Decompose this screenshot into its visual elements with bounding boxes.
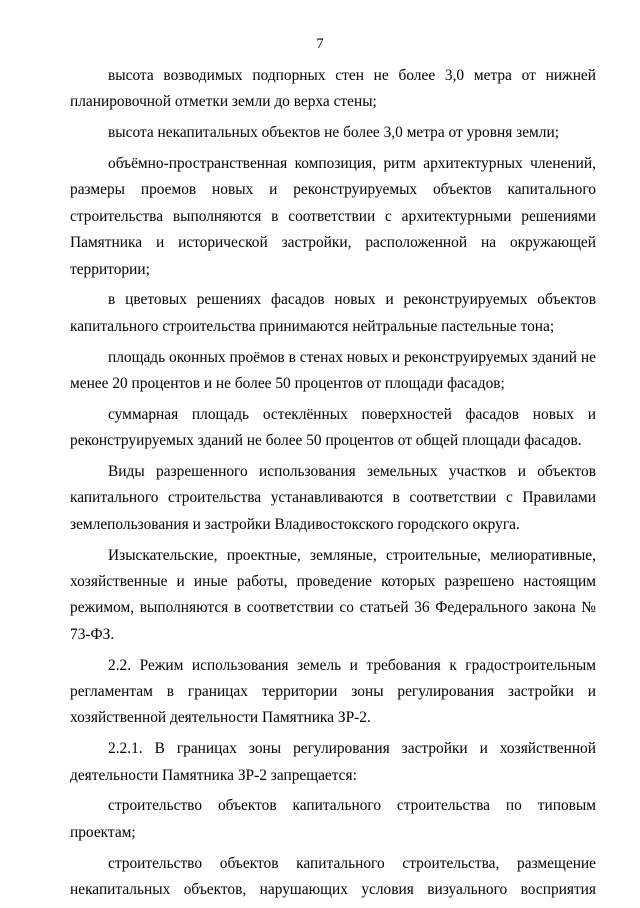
- document-body: [70, 63, 596, 908]
- paragraph-works: Изыскательские, проектные, земляные, строительные, мелиоративные, хозяйственные и иные работы, проведение которых разрешено настоящим режимом, выполняются в соответствии со статьей 36 Федерального закона № 73-ФЗ.: [70, 546, 596, 643]
- paragraph-section-2-2-1: 2.2.1. В границах зоны регулирования застройки и хозяйственной деятельности Памятника ЗР-2 запрещается:: [70, 740, 596, 784]
- page-number: 7: [316, 36, 324, 52]
- paragraph-retaining-wall-height: высота возводимых подпорных стен не более 3,0 метра от нижней планировочной отметки земли до верха стены;: [70, 67, 596, 111]
- paragraph-facade-colors: в цветовых решениях фасадов новых и реконструируемых объектов капитального строительства принимаются нейтральные пастельные тона;: [70, 291, 596, 335]
- paragraph-noncapital-height: высота некапитальных объектов не более 3,0 метра от уровня земли;: [108, 124, 559, 142]
- paragraph-visual-perception: строительство объектов капитального строительства, размещение некапитальных объектов, нарушающих условия визуального восприятия: [70, 854, 596, 899]
- paragraph-window-area: площадь оконных проёмов в стенах новых и реконструируемых зданий не менее 20 процентов и не более 50 процентов от площади фасадов;: [70, 348, 596, 393]
- paragraph-section-2-2: 2.2. Режим использования земель и требования к градостроительным регламентам в границах территории зоны регулирования застройки и хозяйственной деятельности Памятника ЗР-2.: [70, 656, 596, 727]
- paragraph-spatial-composition: объёмно-пространственная композиция, ритм архитектурных членений, размеры проемов новых и реконструируемых объектов капитального строительства выполняются в соответствии с архитектурными решениями Памятника и исторической застройки, расположенной на окружающей территории;: [70, 155, 596, 278]
- paragraph-permitted-use: Виды разрешенного использования земельных участков и объектов капитального строительства устанавливаются в соответствии с Правилами землепользования и застройки Владивостокского городского округа.: [70, 463, 596, 533]
- paragraph-typical-projects: строительство объектов капитального строительства по типовым проектам;: [70, 797, 596, 841]
- paragraph-glazing-area: суммарная площадь остеклённых поверхностей фасадов новых и реконструируемых зданий не более 50 процентов от общей площади фасадов.: [70, 405, 596, 450]
